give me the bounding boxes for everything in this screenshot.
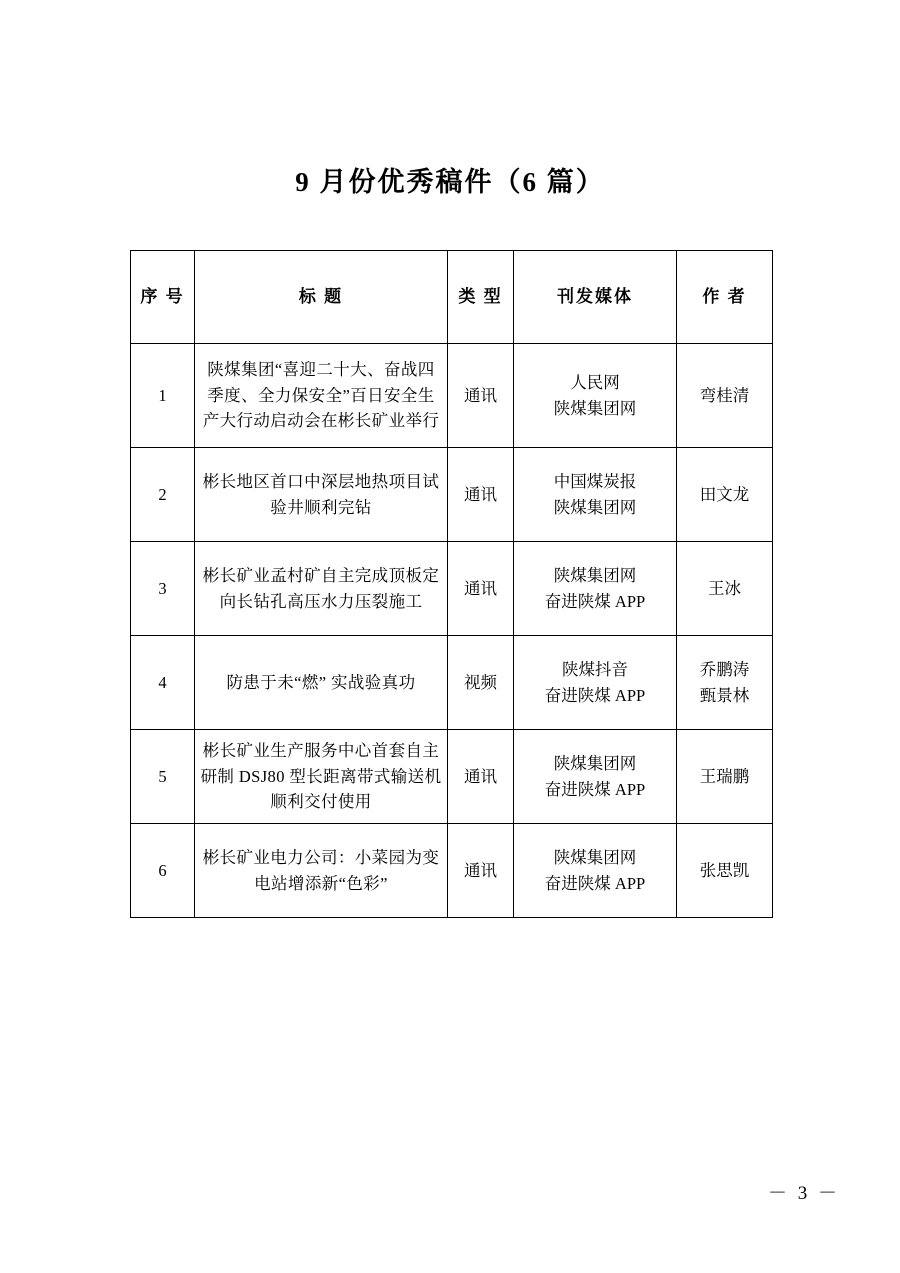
page-number-text: － 3 － [767, 1183, 840, 1204]
row-type: 通讯 [448, 448, 514, 542]
page-number [0, 1178, 900, 1205]
row-type: 通讯 [448, 730, 514, 824]
row-author-line-1: 王冰 [708, 578, 741, 598]
row-title: 彬长矿业生产服务中心首套自主研制 DSJ80 型长距离带式输送机顺利交付使用 [195, 730, 448, 824]
row-author-line-1: 弯桂清 [699, 385, 750, 405]
row-media-line-1: 陕煤集团网 [553, 753, 637, 773]
row-media-line-1: 陕煤集团网 [553, 847, 637, 867]
row-media-line-2: 奋进陕煤 APP [544, 873, 646, 893]
row-media [514, 542, 677, 636]
row-type: 视频 [448, 636, 514, 730]
table-row [131, 542, 773, 636]
row-media-line-1: 人民网 [570, 372, 620, 392]
row-type: 通讯 [448, 344, 514, 448]
row-media-line-2: 奋进陕煤 APP [544, 591, 646, 611]
row-seq: 6 [131, 824, 195, 918]
row-author [677, 542, 773, 636]
row-title: 彬长地区首口中深层地热项目试验井顺利完钻 [195, 448, 448, 542]
row-media-line-2: 奋进陕煤 APP [544, 779, 646, 799]
table-header [131, 251, 773, 344]
row-author [677, 636, 773, 730]
header-type: 类 型 [448, 251, 514, 344]
table-row [131, 448, 773, 542]
row-title: 陕煤集团“喜迎二十大、奋战四季度、全力保安全”百日安全生产大行动启动会在彬长矿业举行 [195, 344, 448, 448]
articles-table-container [130, 250, 772, 918]
row-type: 通讯 [448, 542, 514, 636]
page-title: 9 月份优秀稿件（6 篇） [295, 167, 605, 197]
row-media-line-2: 陕煤集团网 [553, 497, 637, 517]
header-title: 标 题 [195, 251, 448, 344]
row-media-line-2: 奋进陕煤 APP [544, 685, 646, 705]
row-author [677, 824, 773, 918]
row-author-line-2: 甄景林 [699, 685, 750, 705]
row-media-line-1: 陕煤集团网 [553, 565, 637, 585]
table-header-row [131, 251, 773, 344]
row-media-line-1: 中国煤炭报 [553, 471, 637, 491]
table-row [131, 730, 773, 824]
row-media [514, 730, 677, 824]
row-author-line-1: 田文龙 [699, 484, 750, 504]
table-row [131, 636, 773, 730]
row-title: 彬长矿业孟村矿自主完成顶板定向长钻孔高压水力压裂施工 [195, 542, 448, 636]
table-row [131, 344, 773, 448]
row-author-line-1: 乔鹏涛 [699, 659, 750, 679]
row-title: 防患于未“燃” 实战验真功 [195, 636, 448, 730]
row-author [677, 730, 773, 824]
row-seq: 3 [131, 542, 195, 636]
table-body [131, 344, 773, 918]
header-author: 作 者 [677, 251, 773, 344]
row-seq: 4 [131, 636, 195, 730]
table-row [131, 824, 773, 918]
header-media: 刊发媒体 [514, 251, 677, 344]
row-title: 彬长矿业电力公司：小菜园为变电站增添新“色彩” [195, 824, 448, 918]
header-seq: 序 号 [131, 251, 195, 344]
row-author [677, 344, 773, 448]
row-media [514, 448, 677, 542]
row-seq: 5 [131, 730, 195, 824]
row-author [677, 448, 773, 542]
row-media [514, 636, 677, 730]
row-media [514, 344, 677, 448]
row-media [514, 824, 677, 918]
row-media-line-2: 陕煤集团网 [553, 398, 637, 418]
row-type: 通讯 [448, 824, 514, 918]
row-media-line-1: 陕煤抖音 [562, 659, 628, 679]
row-author-line-1: 张思凯 [699, 860, 750, 880]
row-seq: 1 [131, 344, 195, 448]
row-author-line-1: 王瑞鹏 [699, 766, 750, 786]
articles-table [130, 250, 773, 918]
row-seq: 2 [131, 448, 195, 542]
